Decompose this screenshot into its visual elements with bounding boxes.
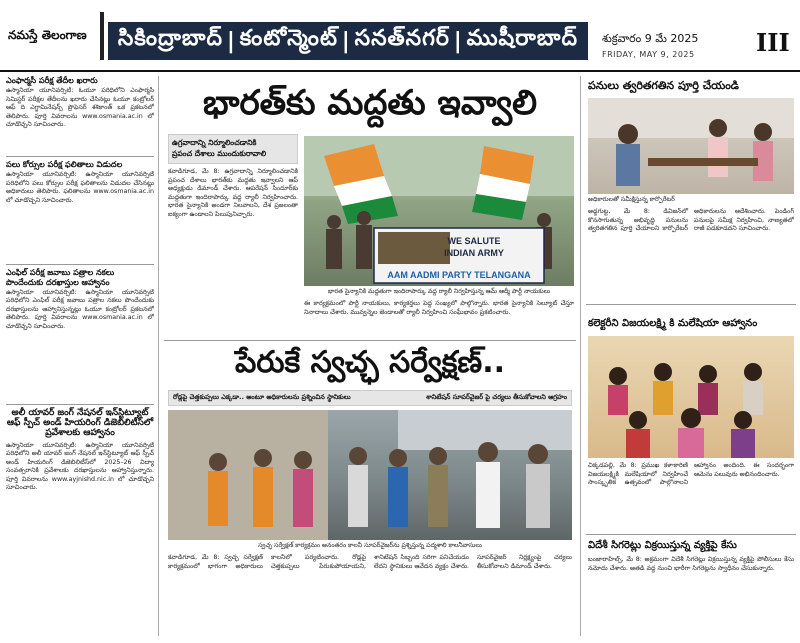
section-sep: | xyxy=(226,28,236,54)
collector-photo xyxy=(588,336,794,458)
collector-body: చిక్కడపల్లి, మే 8: ప్రముఖ కళాకారిణి విజయలక్ష్మికి మలేషియాలో నిర్వహించే సాంస్కృతిక ఉత్సవంలో పాల్గొనాలని ఆహ్వానం అందింది. ఈ సందర్భంగా ఆమెను పలువురు అభినందించారు. xyxy=(588,462,794,486)
column-rule-left xyxy=(158,76,159,636)
section-cantonment: కంటోన్మెంట్ xyxy=(239,26,338,51)
survey-photo xyxy=(168,410,572,540)
story-body: ఉస్మానియా యూనివర్సిటీ: ఉస్మానియా యూనివర్సిటీ పరిధిలోని పలు కోర్సుల పరీక్ష ఫలితాలను విడుదల చేసినట్లు అధికారులు తెలిపారు. ఫలితాలను www.osmania.ac.in లో చూడొచ్చని సూచించారు. xyxy=(6,171,154,204)
story-title: పలు కోర్సుల పరీక్ష ఫలితాలు విడుదల xyxy=(6,160,123,170)
lead-kicker: ఉగ్రవాదాన్ని నిర్మూలించడానికి xyxy=(172,138,257,147)
group-photo-illustration xyxy=(588,336,794,458)
lead-headline: భారత్‌కు మద్దతు ఇవ్వాలి xyxy=(203,83,537,123)
survey-photo-illustration xyxy=(168,410,572,540)
masthead-divider xyxy=(100,12,104,60)
survey-kicker: రోడ్లపై చెత్తకుప్పలు ఎక్కడా.. అంటూ అధికారులను ప్రశ్నించిన స్థానికులు xyxy=(173,393,351,401)
lead-kicker: ప్రపంచ దేశాలు ముందుకురావాలి xyxy=(172,149,267,158)
column-rule-right xyxy=(580,76,581,636)
banner-text-salute: WE SALUTE xyxy=(447,236,501,246)
lead-body: కవాడిగూడ, మే 8: ఉగ్రవాదాన్ని నిర్మూలించడానికి ప్రపంచ దేశాలు భారత్‌కు మద్దతు ఇవ్వాలని ఆప్ అధ్యక్షుడు డిమాండ్ చేశారు. ఆపరేషన్ సిందూర్‌కు మద్దతుగా ఇందిరాపార్కు వద్ద ర్యాలీ నిర్వహించారు. భారత సైన్యానికి అండగా నిలవాలని, దేశ ప్రజలంతా ఐక్యంగా ఉండాలని పిలుపునిచ్చారు. xyxy=(168,168,298,218)
cigarette-headline: విదేశీ సిగరెట్లు విక్రయిస్తున్న వ్యక్తిపై కేసు xyxy=(588,540,737,551)
works-photo xyxy=(588,98,794,194)
story-body: ఉస్మానియా యూనివర్సిటీ: ఉస్మానియా యూనివర్సిటీ పరిధిలోని అలీ యావర్ జంగ్ నేషనల్ ఇన్‌స్టిట్యూట్ ఆఫ్ స్పీచ్ అండ్ హియరింగ్ డిజెబిలిటీస్‌లో 2025–26 విద్యా సంవత్సరానికి ప్రవేశాలకు దరఖాస్తులను ఆహ్వానిస్తున్నారు. పూర్తి వివరాలను www.ayjnishd.nic.in లో చూడొచ్చని సూచించారు. xyxy=(6,441,154,492)
banner-text-army: INDIAN ARMY xyxy=(444,248,504,258)
section-banner xyxy=(108,22,588,60)
banner-text-aap: AAM AADMI PARTY TELANGANA xyxy=(387,270,531,280)
survey-headline: పేరుకే స్వచ్ఛ సర్వేక్షణ్.. xyxy=(234,345,505,380)
masthead xyxy=(0,0,800,72)
lead-photo-caption: భారత సైన్యానికి మద్దతుగా ఇందిరాపార్కు వద్ద ర్యాలీ నిర్వహిస్తున్న ఆమ్ ఆద్మీ పార్టీ నాయకులు xyxy=(327,288,551,295)
survey-kicker-bar xyxy=(168,390,572,406)
story-body: ఉస్మానియా యూనివర్సిటీ: ఓయూ పరిధిలోని ఎంఫార్మసీ సెమిస్టర్ పరీక్షల తేదీలను ఖరారు చేసినట్లు ఓయూ కంట్రోలర్ ఆఫ్ ది ఎగ్జామినేషన్స్ ప్రొఫెసర్ శశికాంత్ ఒక ప్రకటనలో తెలిపారు. పూర్తి వివరాలను www.osmania.ac.in లో చూడొచ్చని సూచించారు. xyxy=(6,87,154,129)
works-caption: అధికారులతో సమీక్షిస్తున్న కార్పొరేటర్ xyxy=(588,196,675,203)
section-musheerabad: ముషీరాబాద్ xyxy=(466,26,578,51)
works-headline: పనులు త్వరితగతిన పూర్తి చేయండి xyxy=(588,79,739,92)
collector-headline: కలెక్టరీని విజయలక్ష్మి కి మలేషియా ఆహ్వానం xyxy=(588,318,758,329)
section-divider xyxy=(164,340,576,341)
section-divider xyxy=(586,534,796,535)
story-title: అలీ యావర్ జంగ్ నేషనల్ ఇన్‌స్టిట్యూట్ ఆఫ్ స్పీచ్ అండ్ హియరింగ్ డిజెబిలిటీస్‌లో ప్రవేశాలకు ఆహ్వానం xyxy=(6,407,154,439)
section-sep: | xyxy=(453,28,463,54)
section-secunderabad: సికింద్రాబాద్ xyxy=(117,26,223,51)
section-sanathnagar: సనత్‌నగర్ xyxy=(354,26,450,51)
story-title: ఎంఫార్మసీ పరీక్ష తేదీల ఖరారు xyxy=(6,76,98,85)
section-sep: | xyxy=(341,28,351,54)
lead-body-continued: ఈ కార్యక్రమంలో పార్టీ నాయకులు, కార్యకర్తలు పెద్ద సంఖ్యలో పాల్గొన్నారు. భారత సైన్యానికి సెల్యూట్ చేస్తూ నినాదాలు చేశారు. మువ్వన్నెల జెండాలతో ర్యాలీ నిర్వహించి సంఘీభావం ప్రకటించారు. xyxy=(304,300,574,316)
story-title: ఎంఫిల్ పరీక్ష జవాబు పత్రాల నకలు పొందేందుకు దరఖాస్తుల ఆహ్వానం xyxy=(6,268,115,287)
page-number: III xyxy=(756,28,790,57)
left-column xyxy=(6,76,154,562)
lead-photo xyxy=(304,136,574,286)
rally-photo-illustration xyxy=(304,136,574,286)
survey-body: కవాడిగూడ, మే 8: స్వచ్ఛ సర్వేక్షణ్ కార్యక్రమంలో భాగంగా అధికారులు కాలనీలో పర్యటించారు. రోడ్లపై చెత్తకుప్పలు పేరుకుపోయాయని, శానిటేషన్ సిబ్బంది సరిగా పనిచేయడం లేదని స్థానికులు ఆవేదన వ్యక్తం చేశారు. సూపర్‌వైజర్ నిర్లక్ష్యంపై చర్యలు తీసుకోవాలని డిమాండ్ చేశారు. xyxy=(168,554,572,570)
lead-kicker-box xyxy=(168,134,298,164)
works-body: అడ్డగుట్ట, మే 8: డివిజన్‌లో కొనసాగుతున్న అభివృద్ధి పనులను త్వరితగతిన పూర్తి చేయాలని కార్పొరేటర్ అధికారులను ఆదేశించారు. పెండింగ్ పనులపై సమీక్ష నిర్వహించి, నాణ్యతలో రాజీ పడకూడదని సూచించారు. xyxy=(588,208,794,232)
brand-name: నమస్తే తెలంగాణ xyxy=(8,28,87,42)
survey-kicker: శానిటేషన్ సూపర్‌వైజర్ పై చర్యలు తీసుకోవాలని ఆగ్రహం xyxy=(426,393,567,401)
date-telugu: శుక్రవారం 9 మే 2025 xyxy=(602,32,699,45)
section-divider xyxy=(586,304,796,305)
survey-photo-caption: స్వచ్ఛ సర్వేక్షణ్ కార్యక్రమం అనంతరం కాలనీ సూపర్‌వైజర్‌ను ప్రశ్నిస్తున్న పద్మశాలి కాలనీవాసులు xyxy=(258,542,482,549)
date-english: FRIDAY, MAY 9, 2025 xyxy=(602,50,695,59)
cigarette-body: బంజారాహిల్స్, మే 8: అక్రమంగా విదేశీ సిగరెట్లు విక్రయిస్తున్న వ్యక్తిపై పోలీసులు కేసు నమోదు చేశారు. అతడి వద్ద నుంచి భారీగా సిగరెట్లను స్వాధీనం చేసుకున్నారు. xyxy=(588,556,794,572)
story-body: ఉస్మానియా యూనివర్సిటీ: ఉస్మానియా యూనివర్సిటీ పరిధిలోని ఎంఫిల్ పరీక్ష జవాబు పత్రాల నకలు పొందేందుకు దరఖాస్తులను ఆహ్వానిస్తున్నట్లు ఓయూ కంట్రోలర్ ప్రకటనలో తెలిపారు. పూర్తి వివరాలను www.osmania.ac.in లో చూడొచ్చని సూచించారు. xyxy=(6,288,154,330)
meeting-photo-illustration xyxy=(588,98,794,194)
